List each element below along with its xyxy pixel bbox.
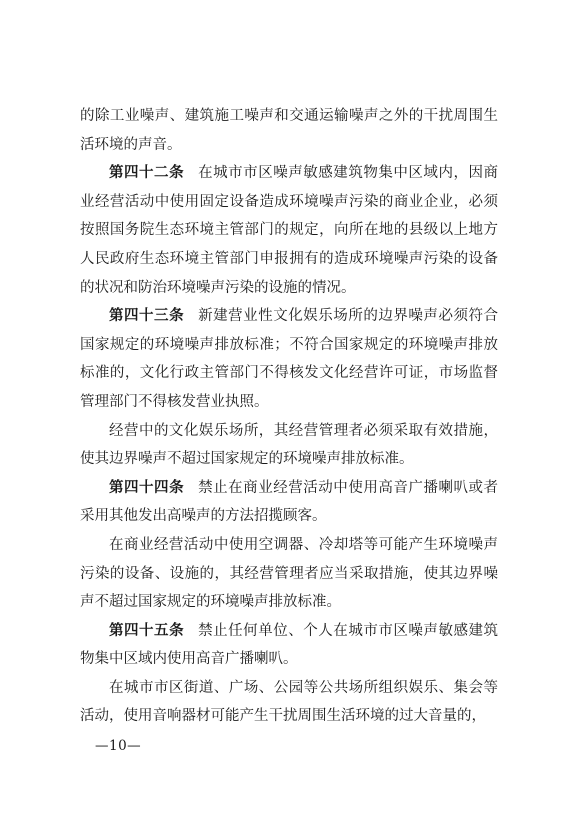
paragraph [80,617,498,674]
paragraph-text: 经营中的文化娱乐场所，其经营管理者必须采取有效措施，使其边界噪声不超过国家规定的环境噪声排放标准。 [80,422,498,468]
paragraph [80,531,498,617]
paragraph [80,417,498,474]
paragraph [80,474,498,531]
paragraph-text: 禁止任何单位、个人在城市市区噪声敏感建筑物集中区域内使用高音广播喇叭。 [80,622,499,668]
article-heading: 第四十二条 [109,165,185,182]
paragraph-text: 在城市市区街道、广场、公园等公共场所组织娱乐、集会等活动，使用音响器材可能产生干扰周围生活环境的过大音量的， [80,679,498,725]
paragraph [80,302,498,416]
paragraph [80,102,498,159]
paragraph-text: 新建营业性文化娱乐场所的边界噪声必须符合国家规定的环境噪声排放标准；不符合国家规定的环境噪声排放标准的，文化行政主管部门不得核发文化经营许可证，市场监督管理部门不得核发营业执照。 [80,308,499,410]
paragraph-text: 在商业经营活动中使用空调器、冷却塔等可能产生环境噪声污染的设备、设施的，其经营管理者应当采取措施，使其边界噪声不超过国家规定的环境噪声排放标准。 [80,536,498,611]
article-heading: 第四十四条 [109,479,185,496]
page-number: —10— [95,738,142,754]
paragraph [80,159,498,302]
paragraph-text: 在城市市区噪声敏感建筑物集中区域内，因商业经营活动中使用固定设备造成环境噪声污染的商业企业，必须按照国务院生态环境主管部门的规定，向所在地的县级以上地方人民政府生态环境主管部门申报拥有的造成环境噪声污染的设备的状况和防治环境噪声污染的设施的情况。 [80,165,499,296]
document-body [80,102,498,731]
paragraph-text: 的除工业噪声、建筑施工噪声和交通运输噪声之外的干扰周围生活环境的声音。 [80,108,498,153]
paragraph [80,674,498,731]
article-heading: 第四十三条 [109,308,185,325]
article-heading: 第四十五条 [109,622,185,639]
paragraph-text: 禁止在商业经营活动中使用高音广播喇叭或者采用其他发出高噪声的方法招揽顾客。 [80,479,499,525]
